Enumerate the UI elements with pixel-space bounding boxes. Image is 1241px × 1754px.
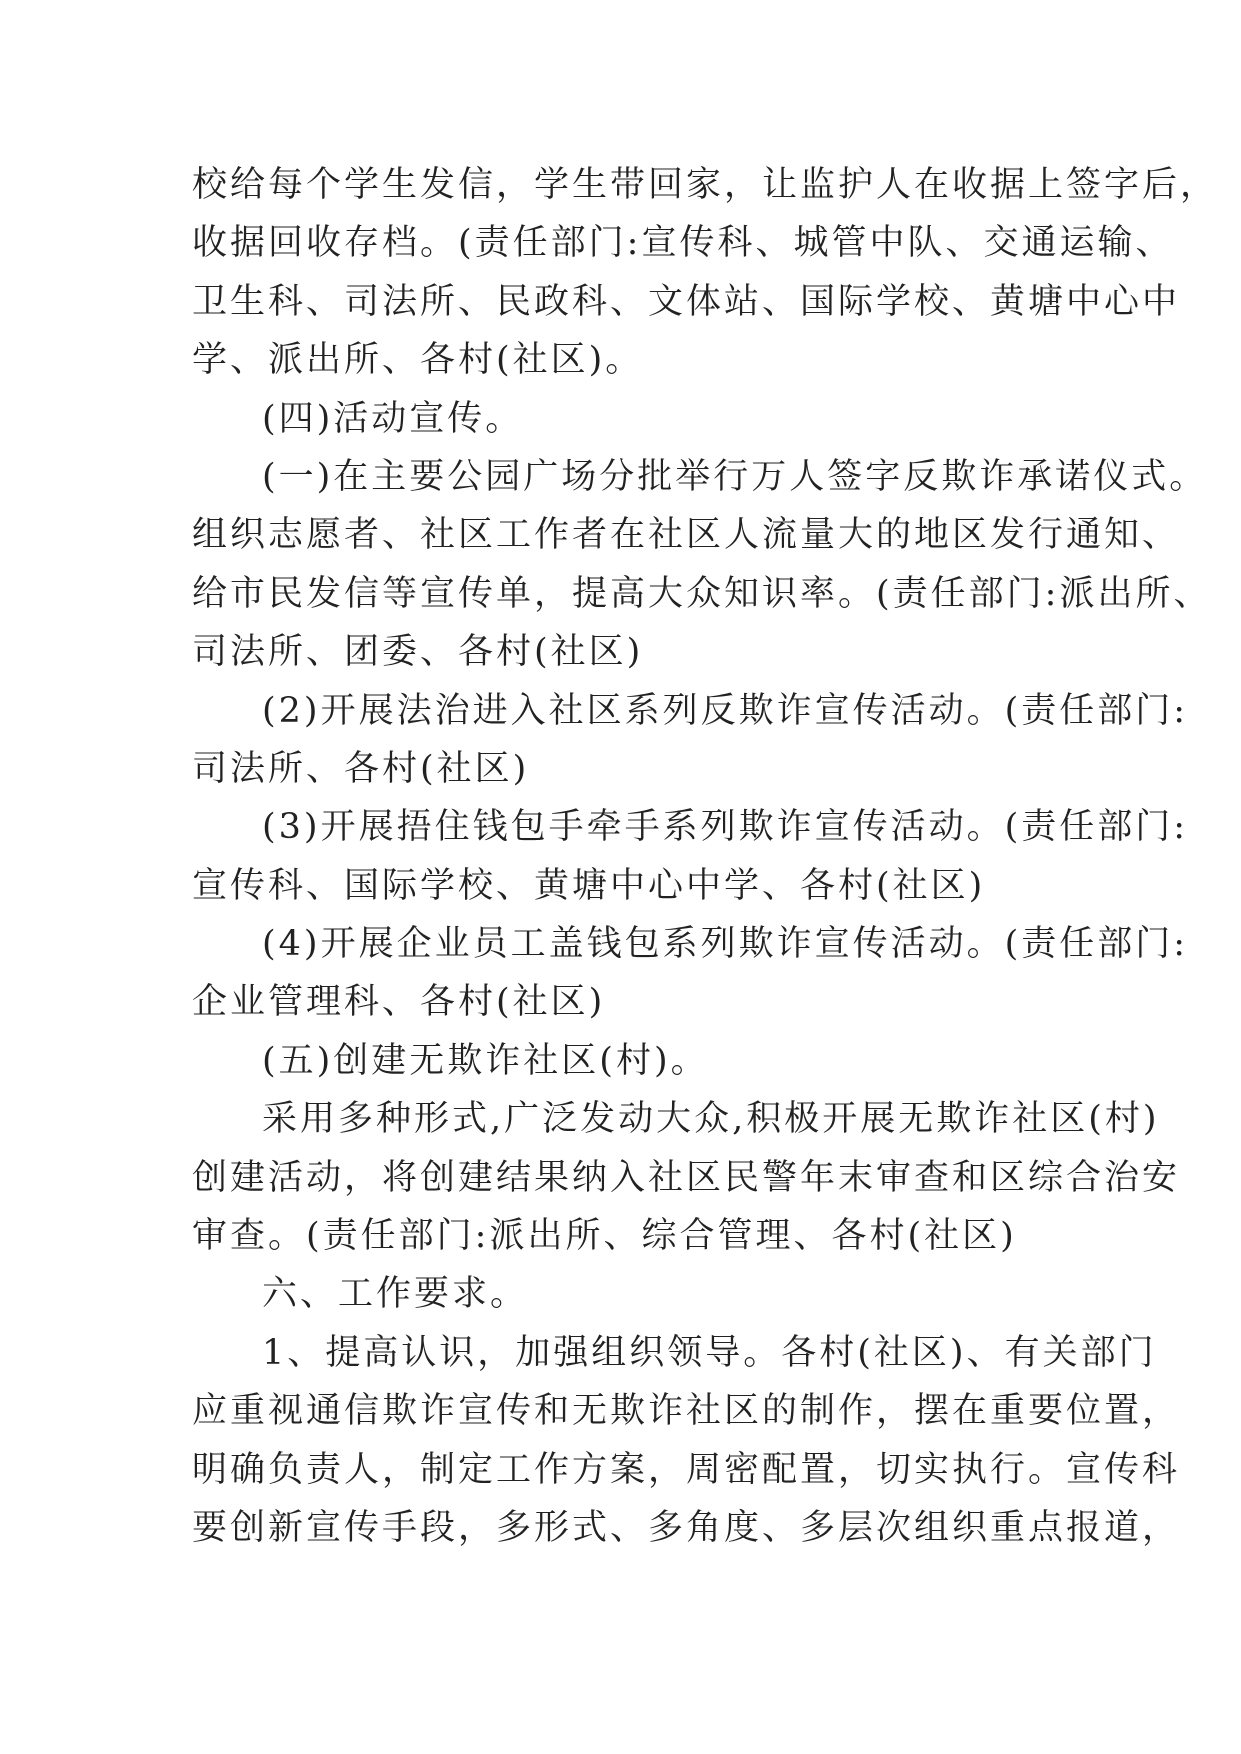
text-line: 组织志愿者、社区工作者在社区人流量大的地区发行通知、 [192,515,1181,556]
text-line: (4)开展企业员工盖钱包系列欺诈宣传活动。(责任部门: [262,924,1189,965]
text-line: 宣传科、国际学校、黄塘中心中学、各村(社区) [192,865,986,906]
text-line: 收据回收存档。(责任部门:宣传科、城管中队、交通运输、 [192,223,1174,264]
text-line: 学、派出所、各村(社区)。 [192,340,644,381]
text-line: 司法所、团委、各村(社区) [192,632,644,673]
section-heading: 六、工作要求。 [262,1274,529,1315]
document-body [192,156,1219,1557]
text-line: 司法所、各村(社区) [192,748,530,789]
text-line: 卫生科、司法所、民政科、文体站、国际学校、黄塘中心中 [192,281,1181,322]
text-line: (3)开展捂住钱包手牵手系列欺诈宣传活动。(责任部门: [262,807,1189,848]
text-line: 采用多种形式,广泛发动大众,积极开展无欺诈社区(村) [262,1099,1160,1140]
text-line: 给市民发信等宣传单，提高大众知识率。(责任部门:派出所、 [192,573,1212,614]
text-line: 审查。(责任部门:派出所、综合管理、各村(社区) [192,1216,1017,1257]
text-line: (一)在主要公园广场分批举行万人签字反欺诈承诺仪式。 [262,456,1208,497]
text-line: 应重视通信欺诈宣传和无欺诈社区的制作，摆在重要位置， [192,1391,1181,1432]
text-line: 创建活动，将创建结果纳入社区民警年末审查和区综合治安 [192,1157,1181,1198]
text-line: 要创新宣传手段，多形式、多角度、多层次组织重点报道， [192,1507,1181,1548]
text-line: 校给每个学生发信，学生带回家，让监护人在收据上签字后， [192,165,1219,205]
text-line: (2)开展法治进入社区系列反欺诈宣传活动。(责任部门: [262,690,1189,731]
section-heading: (四)活动宣传。 [262,398,524,439]
text-line: 明确负责人，制定工作方案，周密配置，切实执行。宣传科 [192,1449,1181,1490]
text-line: 企业管理科、各村(社区) [192,982,606,1023]
section-heading: (五)创建无欺诈社区(村)。 [262,1040,709,1081]
text-line: 1、提高认识，加强组织领导。各村(社区)、有关部门 [262,1332,1157,1373]
